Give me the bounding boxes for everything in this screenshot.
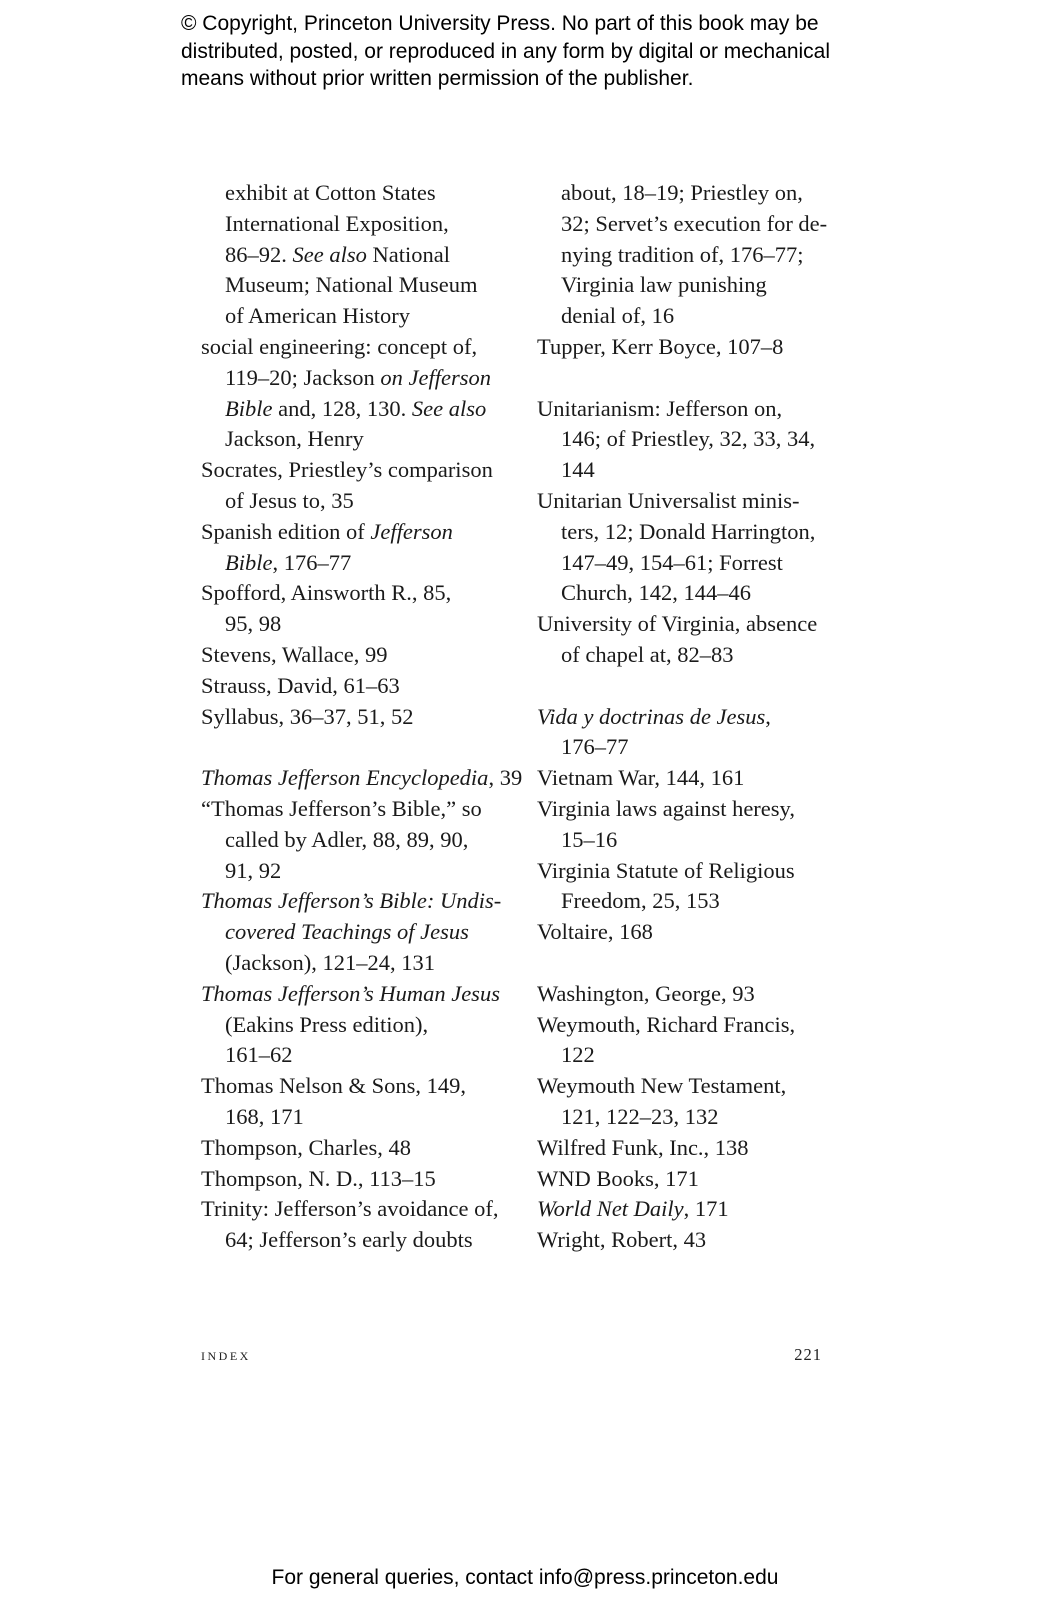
italic-title: Vida y doctrinas de Jesus <box>537 703 766 729</box>
italic-title: Bible <box>225 549 273 575</box>
index-entry-continuation: 91, 92 <box>225 857 282 883</box>
contact-footer: For general queries, contact info@press.princeton.edu <box>271 1566 779 1589</box>
italic-title: World Net Daily <box>537 1196 684 1222</box>
index-entry <box>537 1133 837 1164</box>
index-entry-continuation: called by Adler, 88, 89, 90, <box>225 826 469 852</box>
index-entry-heading: Weymouth New Testament, <box>537 1073 787 1099</box>
index-entry-continuation: 168, 171 <box>225 1103 304 1129</box>
index-entry <box>537 917 837 948</box>
index-entry-heading: Strauss, David, 61–63 <box>201 672 400 698</box>
index-entry-heading: Weymouth, Richard Francis, <box>537 1011 796 1037</box>
index-entry <box>201 178 501 332</box>
italic-title: on Jefferson <box>380 364 492 390</box>
index-entry <box>537 1164 837 1195</box>
index-entry <box>537 763 837 794</box>
index-entry-continuation: nying tradition of, 176–77; <box>561 241 804 267</box>
entry-text: , 176–77 <box>272 549 352 575</box>
index-entry <box>537 332 837 363</box>
entry-text: National <box>366 241 450 267</box>
index-entry-continuation <box>201 363 501 394</box>
entry-text: 86–92. <box>225 241 293 267</box>
index-entry-continuation <box>201 917 501 948</box>
letter-group-gap <box>201 732 501 763</box>
index-entry <box>201 1071 501 1133</box>
index-entry <box>201 1133 501 1164</box>
entry-text: Spanish edition of <box>201 518 371 544</box>
index-entry-heading: Unitarianism: Jefferson on, <box>537 395 783 421</box>
index-entry <box>201 640 501 671</box>
letter-group-gap <box>537 948 837 979</box>
copyright-line: distributed, posted, or reproduced in any form by digital or mechanical <box>181 39 831 63</box>
italic-title: Bible <box>225 395 273 421</box>
index-entry-heading: Stevens, Wallace, 99 <box>201 641 388 667</box>
index-entry-continuation: Freedom, 25, 153 <box>561 888 720 914</box>
index-entry-heading: University of Virginia, absence <box>537 611 818 637</box>
index-entry-continuation: 122 <box>561 1042 595 1068</box>
index-entry-heading: Thompson, N. D., 113–15 <box>201 1165 436 1191</box>
index-entry-heading: Washington, George, 93 <box>537 980 755 1006</box>
index-entry-continuation: International Exposition, <box>225 210 449 236</box>
index-entry-heading <box>201 763 523 794</box>
index-entry-heading: Wright, Robert, 43 <box>537 1227 707 1253</box>
index-entry-continuation: exhibit at Cotton States <box>225 180 436 205</box>
page-number: 221 <box>794 1345 822 1364</box>
index-entry-continuation <box>201 240 501 271</box>
index-entry-continuation: Museum; National Museum <box>225 272 478 298</box>
index-entry <box>201 332 501 455</box>
index-entry <box>537 394 837 486</box>
index-entry-continuation: of Jesus to, 35 <box>225 487 354 513</box>
index-entry-continuation: denial of, 16 <box>561 303 675 329</box>
letter-group-gap <box>537 363 837 394</box>
index-entry-heading <box>201 979 501 1010</box>
index-entry-heading: Voltaire, 168 <box>537 919 653 945</box>
index-entry <box>201 1164 501 1195</box>
italic-title: See also <box>411 395 487 421</box>
index-entry-heading: Thompson, Charles, 48 <box>201 1134 411 1160</box>
index-entry <box>537 1071 837 1133</box>
index-entry <box>201 886 501 978</box>
index-entry-continuation: ters, 12; Donald Harrington, <box>561 518 816 544</box>
index-entry-continuation: 147–49, 154–61; Forrest <box>561 549 783 575</box>
index-entry-heading: Trinity: Jefferson’s avoidance of, <box>201 1196 499 1222</box>
index-entry-continuation: (Eakins Press edition), <box>225 1011 429 1037</box>
index-entry <box>537 609 837 671</box>
index-entry-heading <box>201 517 501 548</box>
index-entry-continuation: Jackson, Henry <box>225 426 364 452</box>
entry-text: and, 128, 130. <box>272 395 412 421</box>
index-entry-heading: Vietnam War, 144, 161 <box>537 765 745 791</box>
index-entry-heading: Socrates, Priestley’s comparison <box>201 457 493 483</box>
index-entry <box>201 763 523 794</box>
index-entry-heading: Unitarian Universalist minis- <box>537 487 800 513</box>
index-entry <box>537 979 837 1010</box>
index-column-left <box>201 178 523 1256</box>
index-entry <box>201 671 501 702</box>
index-entry-heading <box>201 886 501 917</box>
running-head: index <box>201 1345 251 1364</box>
index-entry-continuation: 95, 98 <box>225 611 282 637</box>
italic-title: Thomas Jefferson’s Bible: Undis- <box>201 888 502 914</box>
index-entry <box>537 1194 837 1225</box>
index-entry-continuation: 32; Servet’s execution for de- <box>561 210 828 236</box>
index-entry-continuation: 176–77 <box>561 734 629 760</box>
index-entry <box>201 455 501 517</box>
italic-title: Thomas Jefferson Encyclopedia <box>201 765 489 791</box>
index-entry-heading: Spofford, Ainsworth R., 85, <box>201 580 452 606</box>
index-entry <box>201 979 501 1071</box>
entry-text: , 171 <box>683 1196 729 1222</box>
index-entry-continuation: of chapel at, 82–83 <box>561 641 734 667</box>
index-entry-heading: Virginia laws against heresy, <box>537 795 795 821</box>
index-entry-continuation: about, 18–19; Priestley on, <box>561 180 803 205</box>
entry-text: , 39 <box>488 765 523 791</box>
index-entry-continuation: 64; Jefferson’s early doubts <box>225 1227 473 1253</box>
index-entry <box>537 856 837 918</box>
entry-text: , <box>765 703 771 729</box>
index-entry <box>201 702 501 733</box>
index-entry-continuation <box>201 394 501 425</box>
index-entry-heading <box>537 1194 837 1225</box>
index-entry <box>537 1225 837 1256</box>
index-entry <box>537 702 837 764</box>
index-entry-heading: Syllabus, 36–37, 51, 52 <box>201 703 414 729</box>
italic-title: See also <box>292 241 367 267</box>
index-entry <box>201 517 501 579</box>
index-entry-heading: “Thomas Jefferson’s Bible,” so <box>201 795 482 821</box>
index-entry-heading <box>537 702 837 733</box>
italic-title: Jefferson <box>370 518 453 544</box>
index-entry <box>537 178 837 332</box>
italic-title: covered Teachings of Jesus <box>225 919 469 945</box>
index-entry-continuation: 15–16 <box>561 826 618 852</box>
index-column-right <box>537 178 837 1256</box>
copyright-line: means without prior written permission of the publisher. <box>181 67 694 90</box>
index-entry-heading: Tupper, Kerr Boyce, 107–8 <box>537 333 784 359</box>
index-entry-continuation: of American History <box>225 303 410 329</box>
index-entry <box>201 578 501 640</box>
index-entry-heading: Thomas Nelson & Sons, 149, <box>201 1073 467 1099</box>
index-entry <box>201 794 501 886</box>
entry-text: 119–20; Jackson <box>225 364 381 390</box>
index-entry-heading: social engineering: concept of, <box>201 333 478 359</box>
index-entry-continuation: 146; of Priestley, 32, 33, 34, <box>561 426 816 452</box>
index-entry-continuation: Church, 142, 144–46 <box>561 580 751 606</box>
letter-group-gap <box>537 671 837 702</box>
index-entry-continuation <box>201 548 501 579</box>
index-entry-heading: Virginia Statute of Religious <box>537 857 795 883</box>
copyright-line: © Copyright, Princeton University Press. No part of this book may be <box>181 12 819 35</box>
copyright-notice <box>181 10 881 93</box>
index-entry <box>537 794 837 856</box>
index-entry <box>537 486 837 609</box>
index-entry-continuation: 144 <box>561 457 595 483</box>
index-entry <box>537 1010 837 1072</box>
index-entry <box>201 1194 501 1256</box>
index-entry-heading: Wilfred Funk, Inc., 138 <box>537 1134 749 1160</box>
index-entry-continuation: 121, 122–23, 132 <box>561 1103 719 1129</box>
index-entry-continuation: 161–62 <box>225 1042 293 1068</box>
index-entry-heading: WND Books, 171 <box>537 1165 699 1191</box>
index-entry-continuation: Virginia law punishing <box>561 272 767 298</box>
italic-title: Thomas Jefferson’s Human Jesus <box>201 980 500 1006</box>
index-entry-continuation: (Jackson), 121–24, 131 <box>225 949 435 975</box>
